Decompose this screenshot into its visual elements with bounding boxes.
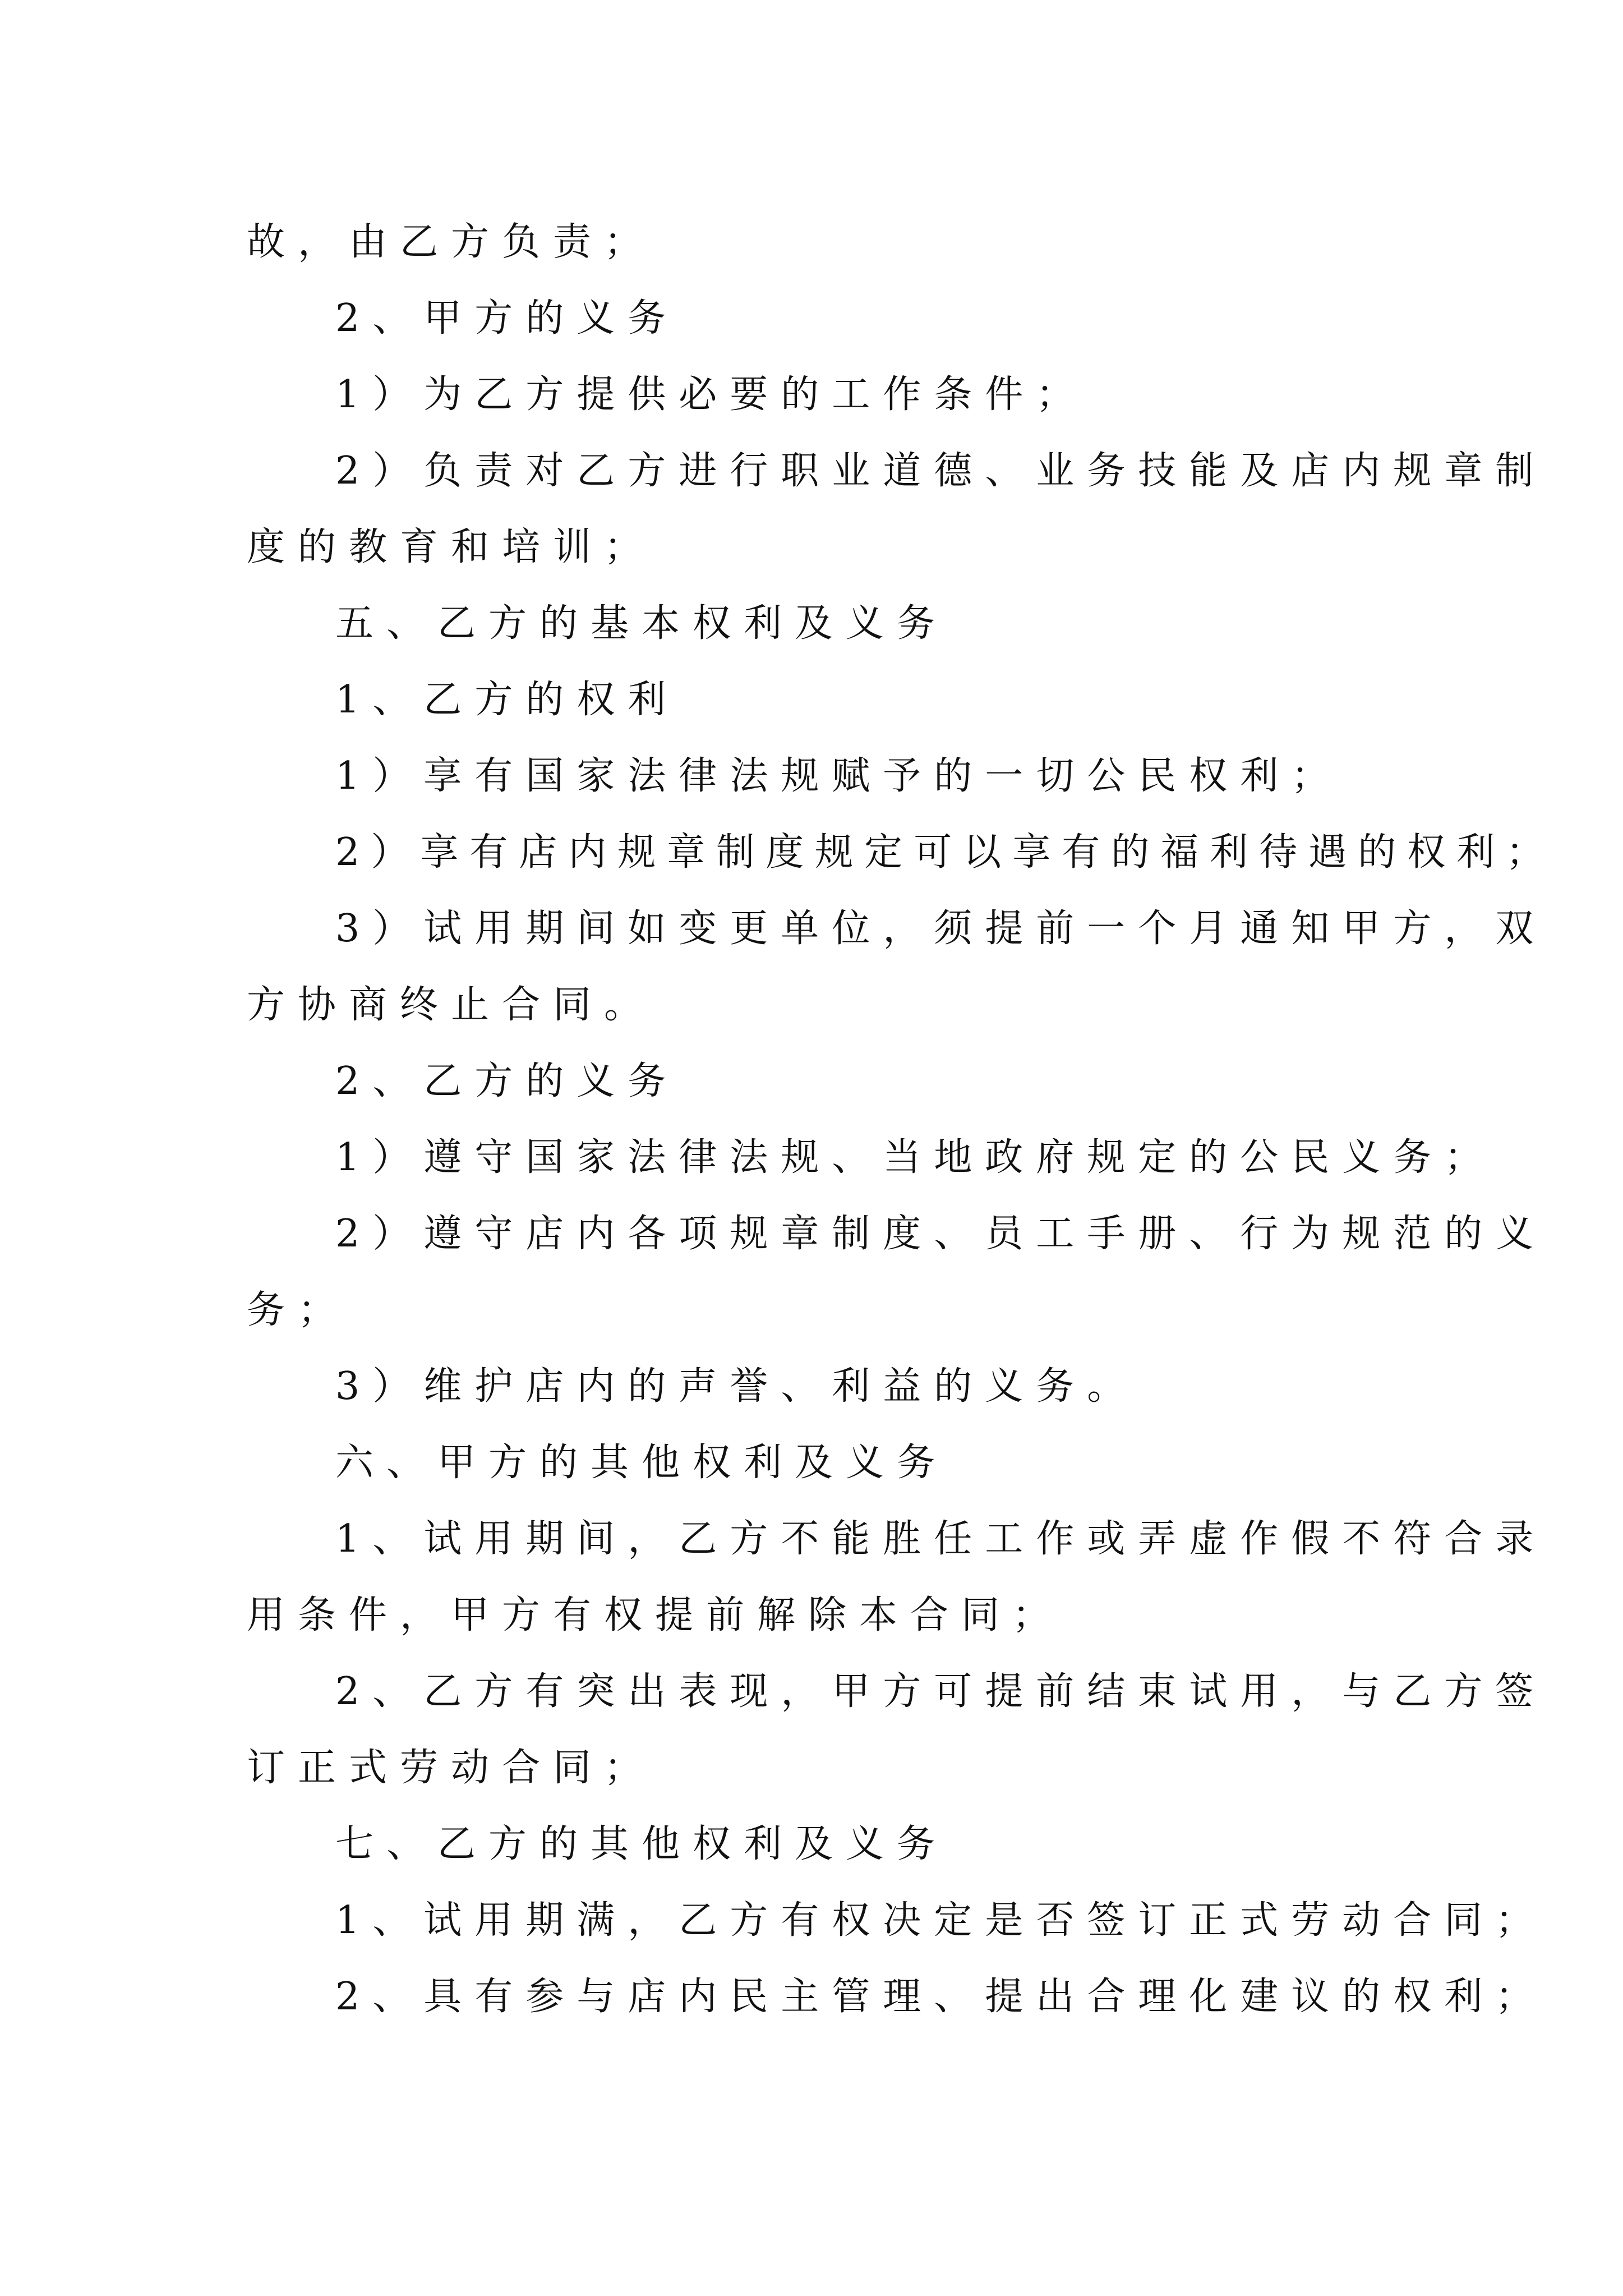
text-line-03: 1）为乙方提供必要的工作条件；: [335, 372, 1087, 417]
text-line-01: 故，由乙方负责；: [247, 220, 656, 264]
text-line-18: 1、试用期间，乙方不能胜任工作或弄虚作假不符合录: [335, 1517, 1547, 1561]
text-line-12: 2、乙方的义务: [335, 1059, 679, 1103]
text-line-09: 2）享有店内规章制度规定可以享有的福利待遇的权利；: [335, 830, 1556, 875]
text-line-23: 1、试用期满，乙方有权决定是否签订正式劳动合同；: [335, 1898, 1547, 1943]
text-line-24: 2、具有参与店内民主管理、提出合理化建议的权利；: [335, 1975, 1547, 2019]
text-line-20: 2、乙方有突出表现，甲方可提前结束试用，与乙方签: [335, 1669, 1547, 1714]
text-line-21: 订正式劳动合同；: [247, 1746, 656, 1790]
section-heading-5: 五、乙方的基本权利及义务: [335, 601, 948, 646]
section-heading-6: 六、甲方的其他权利及义务: [335, 1441, 948, 1485]
text-line-16: 3）维护店内的声誉、利益的义务。: [335, 1364, 1138, 1409]
text-line-02: 2、甲方的义务: [335, 296, 679, 341]
text-line-04: 2）负责对乙方进行职业道德、业务技能及店内规章制: [335, 449, 1547, 493]
text-line-08: 1）享有国家法律法规赋予的一切公民权利；: [335, 754, 1343, 798]
text-line-19: 用条件，甲方有权提前解除本合同；: [247, 1593, 1064, 1637]
text-line-13: 1）遵守国家法律法规、当地政府规定的公民义务；: [335, 1135, 1496, 1180]
section-heading-7: 七、乙方的其他权利及义务: [335, 1822, 948, 1866]
text-line-05: 度的教育和培训；: [247, 525, 656, 569]
text-line-07: 1、乙方的权利: [335, 678, 679, 722]
text-line-15: 务；: [247, 1288, 349, 1332]
text-line-14: 2）遵守店内各项规章制度、员工手册、行为规范的义: [335, 1212, 1547, 1256]
text-line-11: 方协商终止合同。: [247, 983, 656, 1027]
text-line-10: 3）试用期间如变更单位，须提前一个月通知甲方，双: [335, 907, 1547, 951]
